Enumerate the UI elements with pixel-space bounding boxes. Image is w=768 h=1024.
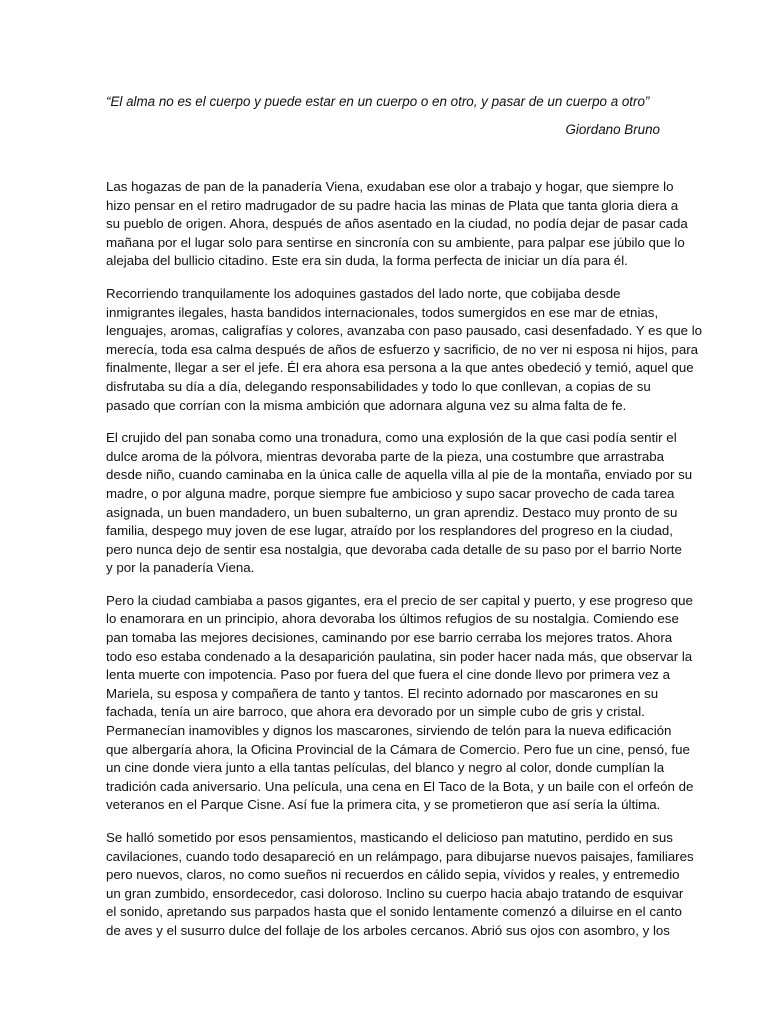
text-line: pero nuevos, claros, no como sueños ni recuerdos en cálido sepia, vívidos y reales, y entremedio (106, 867, 680, 883)
text-line: todo eso estaba condenado a la desaparición paulatina, sin poder hacer nada más, que observar la (106, 648, 693, 664)
paragraph-4 (106, 592, 694, 815)
paragraph-1 (106, 178, 688, 271)
text-line: Las hogazas de pan de la panadería Viena, exudaban ese olor a trabajo y hogar, que siempre lo (106, 179, 674, 194)
text-line: veteranos en el Parque Cisne. Así fue la primera cita, y se prometieron que así sería la última. (106, 797, 661, 813)
text-line: un cine donde viera junto a ella tantas películas, del blanco y negro al color, donde cumplían la (106, 760, 665, 776)
text-line: dulce aroma de la pólvora, mientras devoraba parte de la pieza, una costumbre que arrastraba (106, 448, 665, 464)
epigraph-quote: “El alma no es el cuerpo y puede estar en un cuerpo o en otro, y pasar de un cuerpo a otro” (106, 94, 650, 109)
text-line: lo enamorara en un principio, ahora devoraba los últimos refugios de su nostalgia. Comiendo ese (106, 611, 679, 627)
text-line: pan tomaba las mejores decisiones, caminando por ese barrio cerraba los mejores tratos. Ahora (106, 630, 673, 646)
text-line: madre, o por alguna madre, porque siempre fue ambicioso y supo sacar provecho de cada tarea (106, 485, 675, 501)
text-line: lenta muerte con impotencia. Paso por fuera del que fuera el cine donde llevo por primera vez a (106, 667, 670, 683)
text-line: Mariela, su esposa y compañera de tanto y tantos. El recinto adornado por mascarones en su (106, 685, 659, 701)
epigraph-author: Giordano Bruno (565, 122, 660, 137)
text-line: mañana por el lugar solo para sentirse en sincronía con su ambiente, para palpar ese júbilo que lo (106, 234, 685, 250)
text-line: Se halló sometido por esos pensamientos, masticando el delicioso pan matutino, perdido en sus (106, 830, 673, 845)
text-line: inmigrantes ilegales, hasta bandidos internacionales, todos sumergidos en ese mar de etnias, (106, 304, 659, 320)
text-line: familia, despego muy joven de ese lugar, atraído por los resplandores del progreso en la ciudad, (106, 523, 673, 539)
text-line: fachada, tenía un aire barroco, que ahora era devorado por un simple cubo de gris y cristal. (106, 704, 645, 720)
text-line: asignada, un buen mandadero, un buen subalterno, un gran aprendiz. Destaco muy pronto de su (106, 504, 678, 520)
text-line: Permanecían inamovibles y dignos los mascarones, sirviendo de telón para la nueva edificación (106, 723, 672, 739)
text-line: un gran zumbido, ensordecedor, casi doloroso. Inclino su cuerpo hacia abajo tratando de esquivar (106, 885, 684, 901)
text-line: finalmente, llegar a ser el jefe. Él era ahora esa persona a la que antes obedeció y temió, aquel que (106, 360, 694, 376)
text-line: desde niño, cuando caminaba en la única calle de aquella villa al pie de la montaña, enviado por su (106, 467, 693, 483)
text-line: hizo pensar en el retiro madrugador de su padre hacia las minas de Plata que tanta gloria diera a (106, 197, 679, 213)
text-line: su pueblo de origen. Ahora, después de años asentado en la ciudad, no podía dejar de pasar cada (106, 216, 688, 232)
text-line: de aves y el susurro dulce del follaje de los arboles cercanos. Abrió sus ojos con asombro, y los (106, 922, 670, 938)
story-body (106, 178, 703, 955)
text-line: cavilaciones, cuando todo desapareció en un relámpago, para dibujarse nuevos paisajes, familiares (106, 848, 694, 864)
text-line: El crujido del pan sonaba como una tronadura, como una explosión de la que casi podía sentir el (106, 430, 677, 446)
paragraph-2 (106, 285, 703, 415)
text-line: pero nunca dejo de sentir esa nostalgia, que devoraba cada detalle de su paso por el barrio Norte (106, 541, 682, 557)
text-line: el sonido, apretando sus parpados hasta que el sonido lentamente comenzó a diluirse en el canto (106, 904, 682, 920)
text-line: alejaba del bullicio citadino. Este era sin duda, la forma perfecta de iniciar un día para él. (106, 253, 628, 269)
paragraph-5 (106, 829, 694, 941)
text-line: disfrutaba su día a día, delegando responsabilidades y todo lo que conllevan, a copias de su (106, 378, 651, 394)
text-line: Recorriendo tranquilamente los adoquines gastados del lado norte, que cobijaba desde (106, 285, 621, 301)
paragraph-3 (106, 429, 693, 578)
text-line: Pero la ciudad cambiaba a pasos gigantes, era el precio de ser capital y puerto, y ese progreso que (106, 592, 693, 608)
text-line: que albergaría ahora, la Oficina Provincial de la Cámara de Comercio. Pero fue un cine, pensó, fue (106, 741, 690, 757)
text-line: tradición cada aniversario. Una película, una cena en El Taco de la Bota, y un baile con el orfeón de (106, 778, 694, 794)
text-line: lenguajes, aromas, caligrafías y colores, avanzaba con paso pausado, casi desenfadado. Y es que lo (106, 323, 703, 339)
text-line: pasado que corrían con la misma ambición que adornara alguna vez su alma falta de fe. (106, 397, 627, 413)
text-line: merecía, toda esa calma después de años de esfuerzo y sacrificio, de no ver ni esposa ni hijos, para (106, 341, 699, 357)
text-line: y por la panadería Viena. (106, 560, 255, 576)
